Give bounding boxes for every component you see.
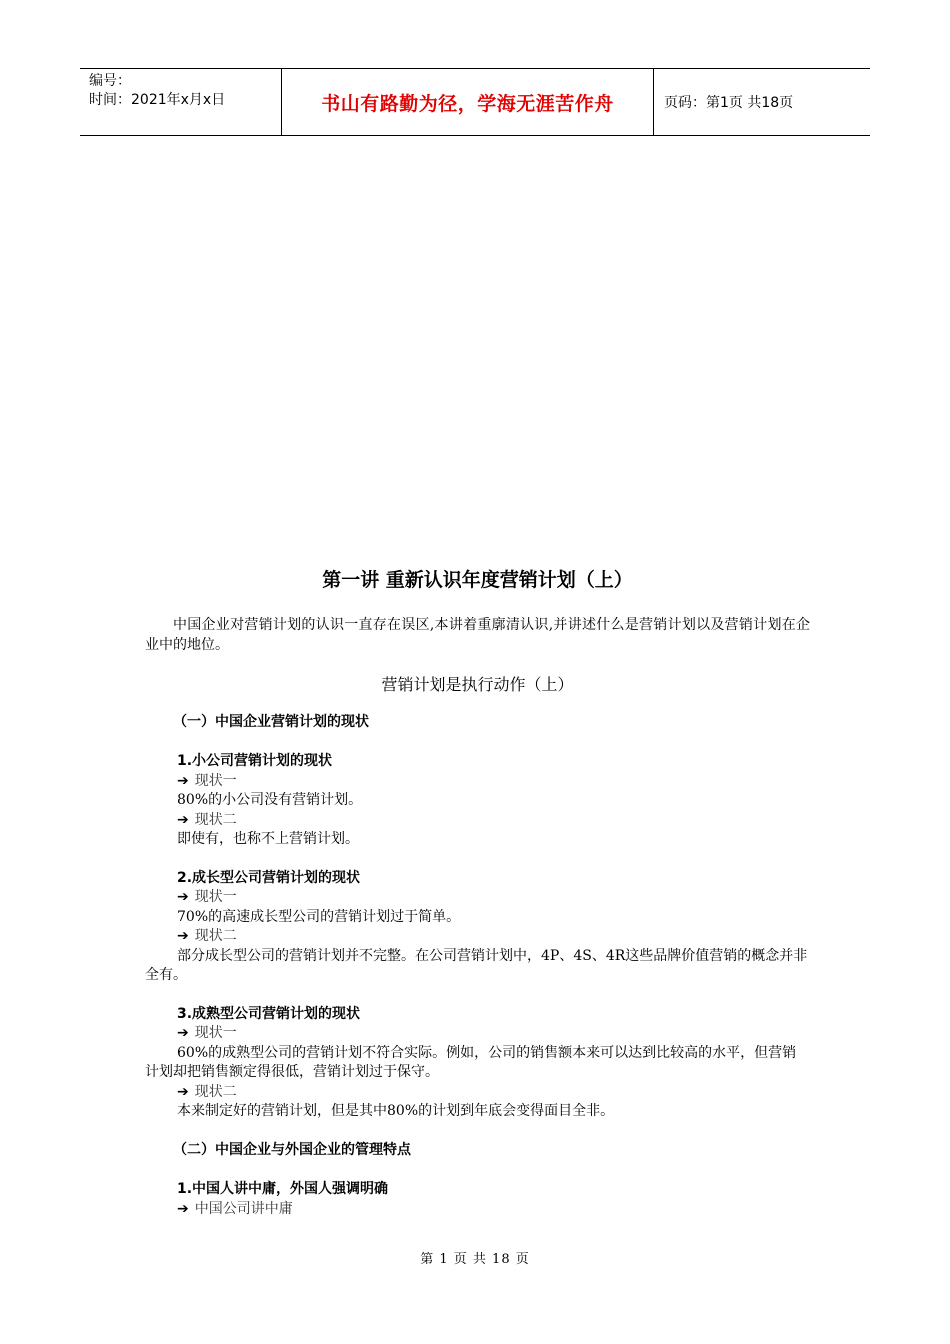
right-arrow-icon: ➔: [177, 928, 189, 944]
section-subtitle: 营销计划是执行动作（上）: [381, 675, 574, 694]
body-text: 80%的小公司没有营销计划。: [177, 792, 363, 808]
time-label: 时间：2021年x月x日: [89, 92, 226, 108]
header-motto: 书山有路勤为径，学海无涯苦作舟: [281, 69, 654, 135]
body-text: 即使有，也称不上营销计划。: [177, 831, 359, 847]
subsection-heading: 1.小公司营销计划的现状: [177, 753, 333, 769]
header-meta: [80, 69, 281, 135]
section-heading-2: （二）中国企业与外国企业的管理特点: [173, 1141, 411, 1158]
right-arrow-icon: ➔: [177, 772, 189, 789]
header-page-info: 页码：第1页 共18页: [664, 95, 794, 111]
body-text: 70%的高速成长型公司的营销计划过于简单。: [177, 908, 461, 925]
right-arrow-icon: ➔: [177, 889, 189, 905]
list-item: ➔ 现状二: [177, 928, 237, 944]
body-text: 本来制定好的营销计划，但是其中80%的计划到年底会变得面目全非。: [177, 1103, 615, 1119]
body-text: 部分成长型公司的营销计划并不完整。在公司营销计划中，4P、4S、4R这些品牌价值营销的概念并非全有。: [145, 947, 808, 983]
list-item: ➔ 现状一: [177, 772, 237, 789]
list-item: ➔ 现状一: [177, 1025, 237, 1041]
page-header: [80, 68, 870, 136]
number-label: 编号：: [89, 73, 131, 89]
subsection-heading: 3.成熟型公司营销计划的现状: [177, 1005, 361, 1022]
page-footer: 第 1 页 共 18 页: [420, 1252, 530, 1267]
intro-paragraph: 中国企业对营销计划的认识一直存在误区,本讲着重廓清认识,并讲述什么是营销计划以及营销计划在企业中的地位。: [145, 617, 810, 653]
body-text: 60%的成熟型公司的营销计划不符合实际。例如，公司的销售额本来可以达到比较高的水平，但营销计划却把销售额定得很低，营销计划过于保守。: [145, 1044, 797, 1080]
right-arrow-icon: ➔: [177, 1025, 189, 1041]
subsection-heading: 1.中国人讲中庸，外国人强调明确: [177, 1181, 389, 1197]
right-arrow-icon: ➔: [177, 1200, 189, 1217]
list-item: ➔ 现状二: [177, 811, 237, 828]
right-arrow-icon: ➔: [177, 1083, 189, 1100]
subsection-heading: 2.成长型公司营销计划的现状: [177, 869, 361, 886]
section-heading-1: （一）中国企业营销计划的现状: [173, 713, 369, 730]
list-item: ➔ 现状一: [177, 889, 237, 905]
document-title: 第一讲 重新认识年度营销计划（上）: [322, 569, 633, 591]
list-item: ➔ 现状二: [177, 1083, 237, 1100]
right-arrow-icon: ➔: [177, 811, 189, 828]
list-item: ➔ 中国公司讲中庸: [177, 1200, 293, 1217]
document-body: [145, 566, 810, 1219]
